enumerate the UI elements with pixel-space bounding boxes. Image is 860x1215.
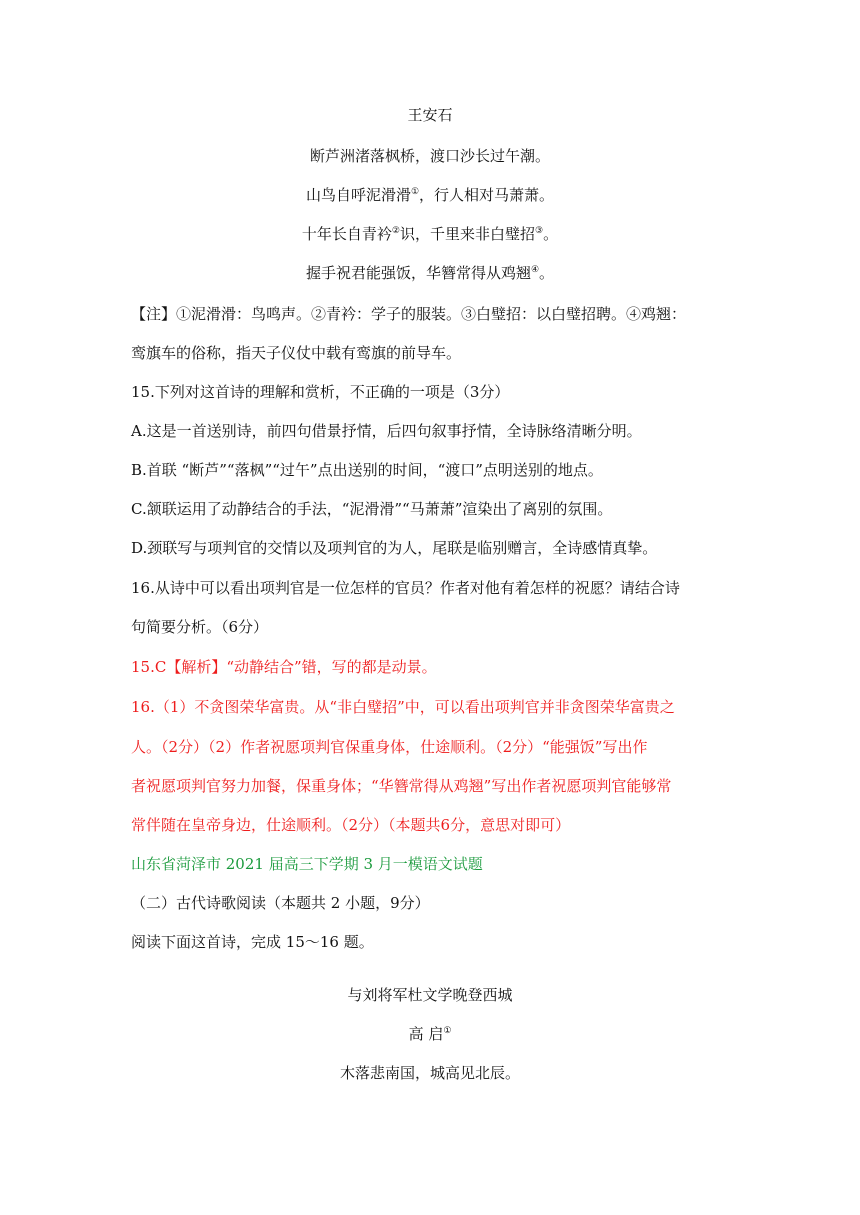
- poem-line-text: 山鸟自呼泥滑滑: [305, 186, 411, 204]
- poem-line-text: 识，千里来非白璧招: [399, 225, 535, 243]
- poem-line-text: 断芦洲渚落枫桥，渡口沙长过午潮。: [309, 147, 550, 165]
- poem-line-text: 十年长自青衿: [301, 225, 392, 243]
- footnote-marker: ③: [535, 226, 544, 236]
- question-15-stem: 15.下列对这首诗的理解和赏析，不正确的一项是（3分）: [131, 383, 510, 401]
- question-15-option-a: A.这是一首送别诗，前四句借景抒情，后四句叙事抒情，全诗脉络清晰分明。: [131, 422, 642, 440]
- poem1-line-3: [0, 223, 860, 244]
- poem1-author: 王安石: [407, 106, 453, 124]
- poem-line-text: ，行人相对马萧萧。: [419, 186, 555, 204]
- answer-16-line-4: 常伴随在皇帝身边，仕途顺利。（2分）（本题共6分，意思对即可）: [131, 816, 571, 834]
- section-2-instruction: 阅读下面这首诗，完成 15～16 题。: [131, 933, 374, 951]
- poem1-line-1: [0, 145, 860, 166]
- poem1-note-line-1: 【注】①泥滑滑：鸟鸣声。②青衿：学子的服装。③白璧招：以白璧招聘。④鸡翘：: [131, 305, 687, 323]
- poem1-note-line-2: 鸾旗车的俗称，指天子仪仗中载有鸾旗的前导车。: [131, 344, 462, 362]
- poem-line-text: 。: [543, 225, 559, 243]
- question-16-stem-line-2: 句简要分析。（6分）: [131, 618, 269, 636]
- answer-16-line-1: 16.（1）不贪图荣华富贵。从“非白璧招”中，可以看出项判官并非贪图荣华富贵之: [131, 698, 675, 716]
- answer-15: 15.C【解析】“动静结合”错，写的都是动景。: [131, 658, 437, 676]
- answer-16-line-3: 者祝愿项判官努力加餐，保重身体；“华簪常得从鸡翘”写出作者祝愿项判官能够常: [131, 777, 672, 795]
- question-15-option-d: D.颈联写与项判官的交情以及项判官的为人，尾联是临别赠言，全诗感情真挚。: [131, 539, 658, 557]
- footnote-marker: ④: [530, 265, 540, 275]
- section-2-heading: （二）古代诗歌阅读（本题共 2 小题，9分）: [131, 894, 430, 912]
- source-title: 山东省菏泽市 2021 届高三下学期 3 月一模语文试题: [131, 855, 483, 873]
- question-15-option-c: C.颔联运用了动静结合的手法，“泥滑滑”“马萧萧”渲染出了离别的氛围。: [131, 500, 613, 518]
- question-16-stem-line-1: 16.从诗中可以看出项判官是一位怎样的官员？作者对他有着怎样的祝愿？请结合诗: [131, 579, 680, 597]
- poem1-line-4: [0, 262, 860, 283]
- footnote-marker: ①: [410, 187, 420, 197]
- poem2-title: 与刘将军杜文学晚登西城: [347, 986, 513, 1004]
- answer-16-line-2: 人。（2分）（2）作者祝愿项判官保重身体，仕途顺利。（2分）“能强饭”写出作: [131, 738, 648, 756]
- poem2-line-1: 木落悲南国，城高见北辰。: [339, 1064, 520, 1082]
- poem1-line-2: [0, 184, 860, 205]
- footnote-marker: ②: [391, 226, 400, 236]
- poem2-author: [0, 1023, 860, 1044]
- question-15-option-b: B.首联 “断芦”“落枫”“过午”点出送别的时间，“渡口”点明送别的地点。: [131, 461, 603, 479]
- poem-line-text: 握手祝君能强饭，华簪常得从鸡翘: [305, 264, 531, 282]
- footnote-marker: ①: [443, 1026, 452, 1036]
- poem2-author-name: 高 启: [408, 1025, 444, 1043]
- poem-line-text: 。: [539, 264, 555, 282]
